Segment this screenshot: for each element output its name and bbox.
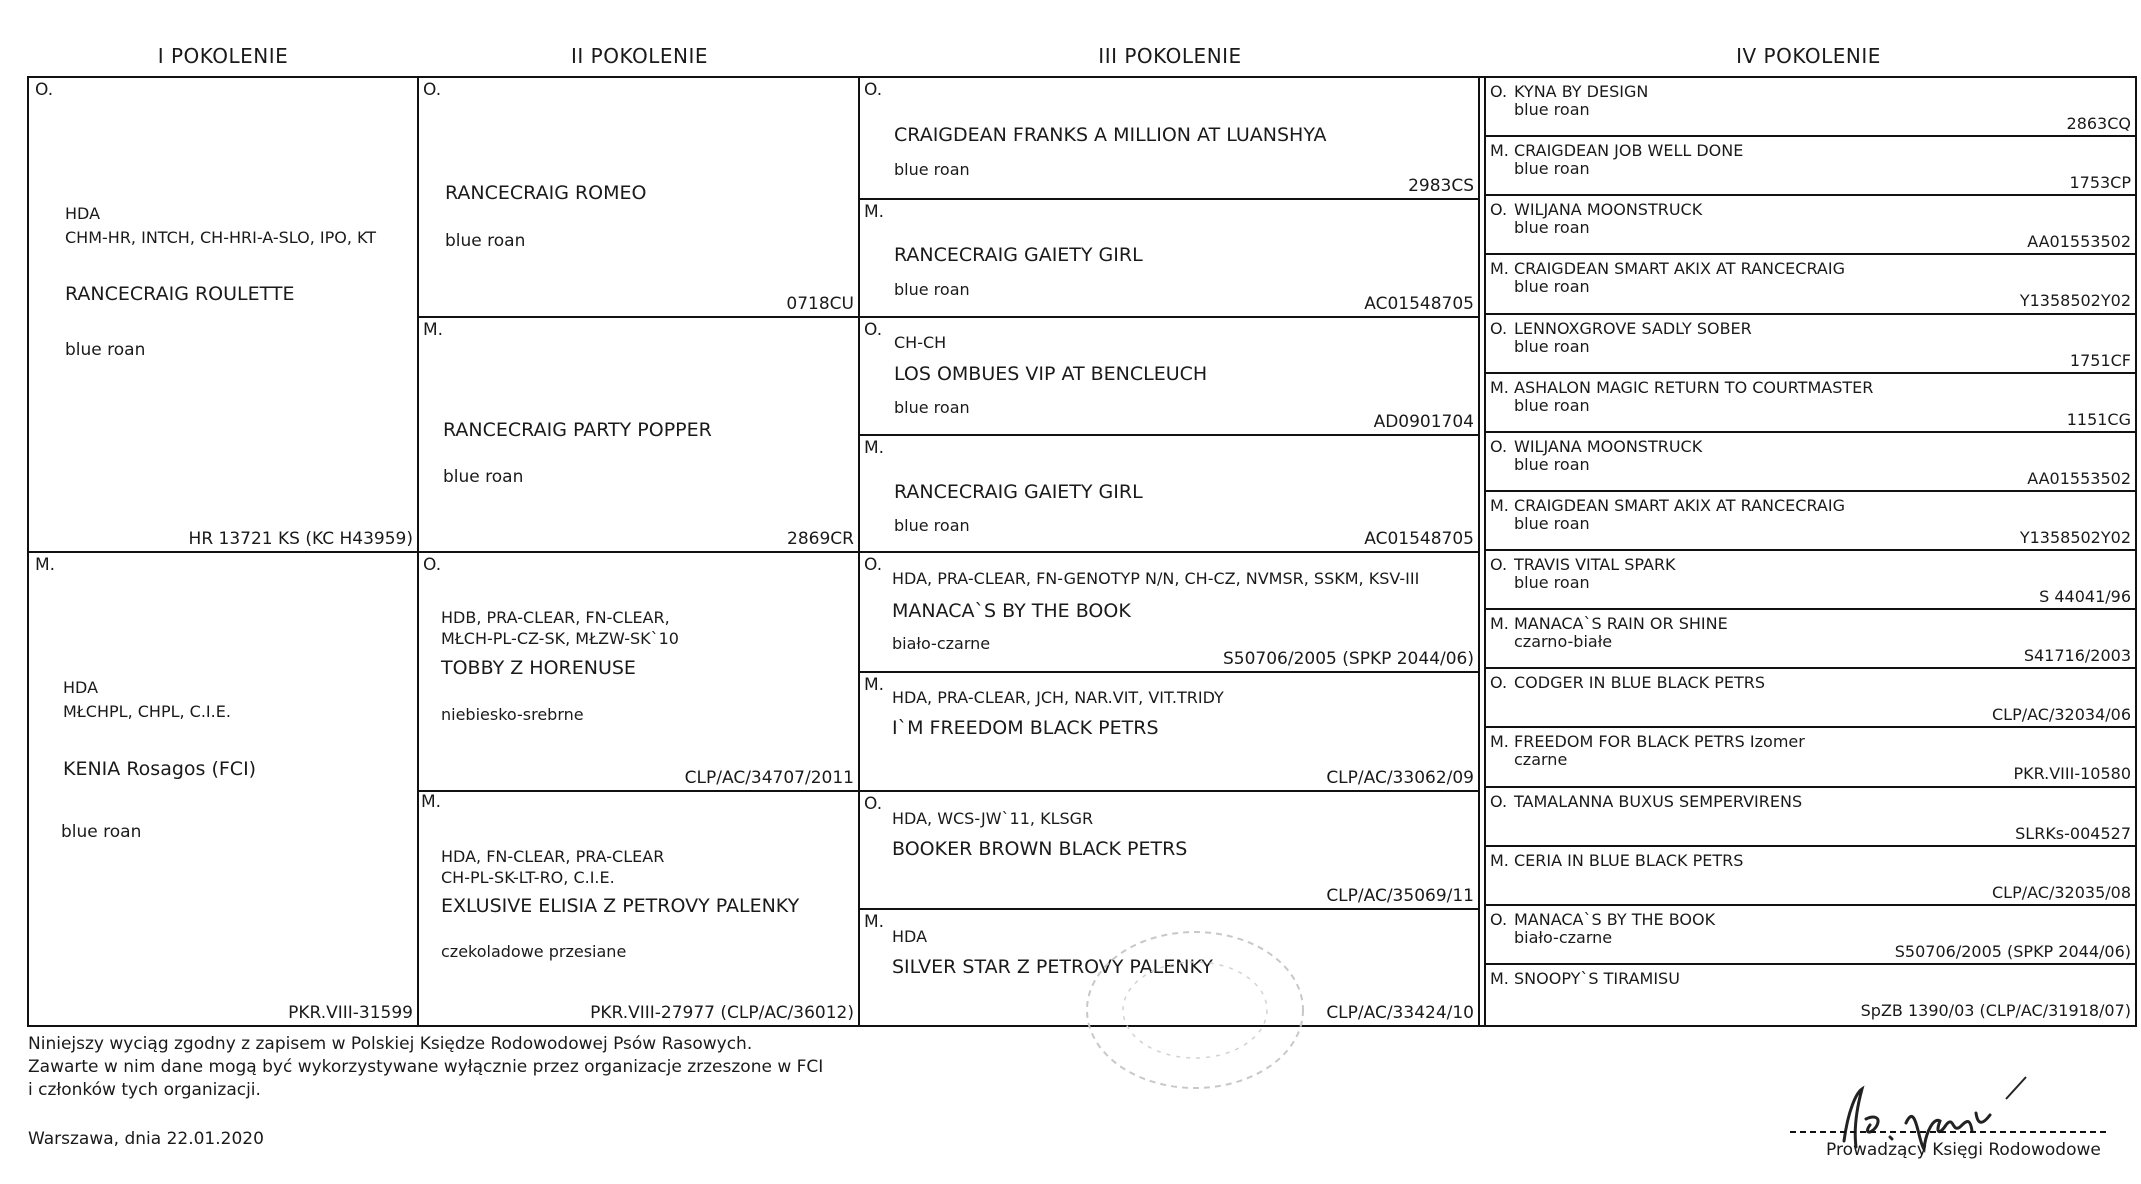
cell-label: M. [1490, 969, 1509, 988]
coat-color: blue roan [1514, 396, 1590, 415]
registration-number: AA01553502 [2027, 232, 2131, 251]
titles: CH-CH [894, 333, 947, 352]
registration-number: CLP/AC/34707/2011 [684, 768, 854, 788]
registration-number: HR 13721 KS (KC H43959) [188, 529, 413, 549]
titles: HDA, WCS-JW`11, KLSGR [892, 809, 1094, 828]
titles: HDA, PRA-CLEAR, JCH, NAR.VIT, VIT.TRIDY [892, 688, 1224, 707]
dog-name: LENNOXGROVE SADLY SOBER [1514, 319, 1752, 338]
cell-label: O. [423, 80, 442, 100]
gen3-cell [860, 436, 1478, 551]
gen4-cell [1486, 610, 2135, 667]
gen4-cell [1486, 788, 2135, 845]
coat-color: blue roan [1514, 159, 1590, 178]
footer-date: Warszawa, dnia 22.01.2020 [28, 1129, 264, 1149]
registration-number: 1753CP [2069, 173, 2131, 192]
cell-label: M. [1490, 496, 1509, 515]
coat-color: blue roan [894, 160, 970, 179]
dog-name: TOBBY Z HORENUSE [441, 657, 636, 679]
dog-name: RANCECRAIG PARTY POPPER [443, 419, 712, 441]
cell-label: M. [1490, 259, 1509, 278]
cell-label: M. [35, 555, 56, 575]
dog-name: MANACA`S RAIN OR SHINE [1514, 614, 1728, 633]
cell-label: O. [35, 80, 54, 100]
dog-name: LOS OMBUES VIP AT BENCLEUCH [894, 363, 1208, 385]
registration-number: CLP/AC/33424/10 [1326, 1003, 1474, 1023]
gen3-cell [860, 318, 1478, 434]
registration-number: 1751CF [2069, 351, 2131, 370]
coat-color: blue roan [65, 340, 146, 360]
footer-statement-line-2: Zawarte w nim dane mogą być wykorzystywane wyłącznie przez organizacje zrzeszone w FCI [28, 1057, 824, 1077]
dog-name: RANCECRAIG ROULETTE [65, 283, 295, 305]
coat-color: niebiesko-srebrne [441, 705, 584, 724]
gen3-cell [860, 78, 1478, 198]
gen2-cell [419, 792, 858, 1025]
header-generation-1: I POKOLENIE [157, 44, 289, 68]
gen1-dam-cell [29, 553, 417, 1025]
footer-statement-line-1: Niniejszy wyciąg zgodny z zapisem w Polskiej Księdze Rodowodowej Psów Rasowych. [28, 1034, 753, 1054]
registration-number: S41716/2003 [2023, 646, 2131, 665]
footer-signer-title: Prowadzący Księgi Rodowodowe [1826, 1140, 2101, 1160]
registration-number: 1151CG [2066, 410, 2131, 429]
dog-name: CRAIGDEAN SMART AKIX AT RANCECRAIG [1514, 259, 1845, 278]
gen4-cell [1486, 78, 2135, 135]
cell-label: M. [1490, 141, 1509, 160]
registration-number: CLP/AC/32035/08 [1992, 883, 2131, 902]
cell-label: O. [1490, 437, 1508, 456]
gen2-cell [419, 553, 858, 790]
titles: HDA [892, 927, 928, 946]
cell-label: O. [864, 555, 883, 575]
dog-name: CODGER IN BLUE BLACK PETRS [1514, 673, 1766, 692]
registration-number: CLP/AC/32034/06 [1992, 705, 2131, 724]
gen1-sire-cell [29, 78, 417, 551]
dog-name: SILVER STAR Z PETROVY PALENKY [892, 956, 1213, 978]
dog-name: CERIA IN BLUE BLACK PETRS [1514, 851, 1744, 870]
dog-name: CRAIGDEAN JOB WELL DONE [1514, 141, 1744, 160]
coat-color: biało-czarne [892, 634, 991, 653]
gen4-cell [1486, 196, 2135, 253]
signature-line [1790, 1131, 2106, 1133]
cell-label: M. [864, 912, 885, 932]
cell-label: O. [1490, 82, 1508, 101]
coat-color: czekoladowe przesiane [441, 942, 627, 961]
cell-label: O. [1490, 910, 1508, 929]
coat-color: czarne [1514, 750, 1568, 769]
registration-number: AD0901704 [1373, 412, 1474, 432]
cell-label: O. [1490, 555, 1508, 574]
registration-number: SpZB 1390/03 (CLP/AC/31918/07) [1860, 1001, 2131, 1020]
titles: HDA MŁCHPL, CHPL, C.I.E. [63, 678, 231, 721]
gen3-cell [860, 673, 1478, 790]
registration-number: AC01548705 [1364, 529, 1474, 549]
gen4-cell [1486, 255, 2135, 312]
gen4-cell [1486, 906, 2135, 963]
cell-label: M. [421, 792, 442, 812]
registration-number: AC01548705 [1364, 294, 1474, 314]
registration-number: S50706/2005 (SPKP 2044/06) [1894, 942, 2131, 961]
dog-name: EXLUSIVE ELISIA Z PETROVY PALENKY [441, 895, 800, 917]
cell-label: O. [864, 794, 883, 814]
titles: HDB, PRA-CLEAR, FN-CLEAR, MŁCH-PL-CZ-SK, MŁZW-SK`10 [441, 608, 679, 648]
registration-number: SLRKs-004527 [2015, 824, 2131, 843]
dog-name: RANCECRAIG GAIETY GIRL [894, 244, 1143, 266]
coat-color: blue roan [1514, 337, 1590, 356]
coat-color: blue roan [1514, 455, 1590, 474]
dog-name: TRAVIS VITAL SPARK [1514, 555, 1676, 574]
coat-color: blue roan [1514, 100, 1590, 119]
coat-color: blue roan [1514, 573, 1590, 592]
gen3-cell [860, 792, 1478, 908]
dog-name: SNOOPY`S TIRAMISU [1514, 969, 1680, 988]
cell-label: M. [1490, 851, 1509, 870]
registration-number: 0718CU [786, 294, 854, 314]
dog-name: ASHALON MAGIC RETURN TO COURTMASTER [1514, 378, 1874, 397]
dog-name: TAMALANNA BUXUS SEMPERVIRENS [1514, 792, 1803, 811]
coat-color: blue roan [894, 398, 970, 417]
header-generation-2: II POKOLENIE [571, 44, 708, 68]
gen4-cell [1486, 965, 2135, 1022]
coat-color: blue roan [1514, 218, 1590, 237]
registration-number: CLP/AC/35069/11 [1326, 886, 1474, 906]
gen3-cell [860, 553, 1478, 671]
gen4-cell [1486, 433, 2135, 490]
dog-name: BOOKER BROWN BLACK PETRS [892, 838, 1188, 860]
gen4-cell [1486, 847, 2135, 904]
official-stamp [1080, 925, 1310, 1095]
cell-label: M. [1490, 614, 1509, 633]
gen3-cell [860, 200, 1478, 316]
coat-color: blue roan [1514, 514, 1590, 533]
cell-label: O. [1490, 792, 1508, 811]
dog-name: WILJANA MOONSTRUCK [1514, 437, 1703, 456]
cell-label: M. [864, 438, 885, 458]
coat-color: czarno-białe [1514, 632, 1613, 651]
dog-name: KYNA BY DESIGN [1514, 82, 1649, 101]
dog-name: RANCECRAIG GAIETY GIRL [894, 481, 1143, 503]
gen4-cell [1486, 374, 2135, 431]
cell-label: M. [864, 675, 885, 695]
dog-name: WILJANA MOONSTRUCK [1514, 200, 1703, 219]
header-generation-3: III POKOLENIE [1098, 44, 1242, 68]
cell-label: O. [1490, 319, 1508, 338]
registration-number: Y1358502Y02 [2019, 528, 2131, 547]
gen4-cell [1486, 137, 2135, 194]
dog-name: FREEDOM FOR BLACK PETRS Izomer [1514, 732, 1805, 751]
cell-label: O. [1490, 673, 1508, 692]
cell-label: O. [1490, 200, 1508, 219]
registration-number: CLP/AC/33062/09 [1326, 768, 1474, 788]
column-divider [1478, 76, 1480, 1027]
dog-name: RANCECRAIG ROMEO [445, 182, 647, 204]
titles: HDA, FN-CLEAR, PRA-CLEAR CH-PL-SK-LT-RO, C.I.E. [441, 847, 665, 887]
registration-number: 2869CR [787, 529, 854, 549]
footer-statement-line-3: i członków tych organizacji. [28, 1080, 261, 1100]
dog-name: CRAIGDEAN FRANKS A MILLION AT LUANSHYA [894, 124, 1327, 146]
dog-name: I`M FREEDOM BLACK PETRS [892, 717, 1159, 739]
dog-name: MANACA`S BY THE BOOK [1514, 910, 1716, 929]
cell-label: M. [1490, 378, 1509, 397]
cell-label: M. [423, 320, 444, 340]
cell-label: M. [1490, 732, 1509, 751]
registration-number: S 44041/96 [2039, 587, 2131, 606]
header-generation-4: IV POKOLENIE [1736, 44, 1881, 68]
gen4-cell [1486, 728, 2135, 785]
gen2-cell [419, 318, 858, 551]
registration-number: AA01553502 [2027, 469, 2131, 488]
coat-color: blue roan [445, 231, 526, 251]
registration-number: 2983CS [1408, 176, 1474, 196]
coat-color: blue roan [894, 280, 970, 299]
gen4-cell [1486, 669, 2135, 726]
coat-color: blue roan [1514, 277, 1590, 296]
titles: HDA CHM-HR, INTCH, CH-HRI-A-SLO, IPO, KT [65, 204, 377, 247]
cell-label: M. [864, 202, 885, 222]
registration-number: S50706/2005 (SPKP 2044/06) [1223, 649, 1474, 669]
coat-color: biało-czarne [1514, 928, 1613, 947]
gen4-cell [1486, 315, 2135, 372]
dog-name: CRAIGDEAN SMART AKIX AT RANCECRAIG [1514, 496, 1845, 515]
registration-number: PKR.VIII-27977 (CLP/AC/36012) [590, 1003, 854, 1023]
registration-number: PKR.VIII-10580 [2013, 764, 2131, 783]
titles: HDA, PRA-CLEAR, FN-GENOTYP N/N, CH-CZ, NVMSR, SSKM, KSV-III [892, 569, 1420, 588]
coat-color: blue roan [61, 822, 142, 842]
coat-color: blue roan [443, 467, 524, 487]
registration-number: 2863CQ [2066, 114, 2131, 133]
gen4-cell [1486, 492, 2135, 549]
registration-number: Y1358502Y02 [2019, 291, 2131, 310]
registration-number: PKR.VIII-31599 [288, 1003, 413, 1023]
gen2-cell [419, 78, 858, 316]
cell-label: O. [423, 555, 442, 575]
dog-name: KENIA Rosagos (FCI) [63, 758, 257, 780]
gen4-cell [1486, 551, 2135, 608]
coat-color: blue roan [894, 516, 970, 535]
cell-label: O. [864, 320, 883, 340]
cell-label: O. [864, 80, 883, 100]
dog-name: MANACA`S BY THE BOOK [892, 600, 1131, 622]
